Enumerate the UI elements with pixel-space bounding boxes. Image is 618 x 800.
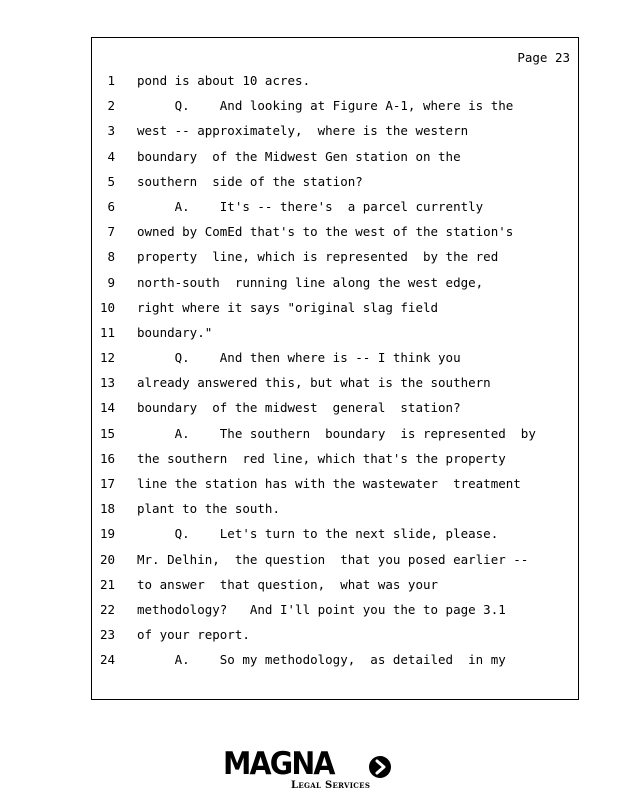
line-number: 5 (107, 173, 115, 189)
transcript-line (92, 652, 578, 677)
transcript-lines (92, 73, 578, 678)
line-text: of your report. (137, 627, 250, 643)
transcript-line (92, 325, 578, 350)
line-text: pond is about 10 acres. (137, 73, 311, 88)
line-text: plant to the south. (137, 501, 280, 517)
line-number: 10 (99, 299, 115, 315)
line-text: north-south running line along the west edge, (137, 274, 484, 290)
line-number: 20 (99, 551, 115, 567)
line-number: 9 (107, 274, 115, 290)
logo-wordmark: MAGNA (223, 746, 334, 782)
transcript-line (92, 199, 578, 224)
transcript-line (92, 577, 578, 602)
transcript-line (92, 451, 578, 476)
line-number: 14 (99, 400, 115, 416)
transcript-line (92, 149, 578, 174)
line-number: 17 (99, 476, 115, 491)
line-number: 22 (99, 601, 115, 617)
line-number: 8 (107, 249, 115, 265)
transcript-line (92, 400, 578, 425)
transcript-line (92, 526, 578, 551)
transcript-line (92, 123, 578, 148)
page-number: Page 23 (517, 50, 570, 65)
line-number: 23 (99, 627, 115, 643)
transcript-line (92, 73, 578, 98)
line-text: west -- approximately, where is the western (137, 123, 469, 139)
magna-logo (223, 746, 398, 792)
line-text: right where it says "original slag field (137, 299, 439, 315)
line-number: 13 (99, 375, 115, 391)
transcript-line (92, 98, 578, 123)
line-number: 11 (99, 324, 115, 340)
line-number: 2 (107, 98, 115, 114)
line-number: 1 (107, 73, 115, 88)
transcript-page-frame (91, 37, 579, 700)
line-number: 12 (99, 350, 115, 366)
line-text: line the station has with the wastewater treatment (137, 476, 521, 491)
line-number: 15 (99, 425, 115, 441)
transcript-line (92, 224, 578, 249)
line-text: A. It's -- there's a parcel currently (137, 198, 484, 214)
line-text: boundary." (137, 324, 213, 340)
transcript-line (92, 275, 578, 300)
line-number: 21 (99, 576, 115, 592)
transcript-line (92, 375, 578, 400)
line-text: Q. And looking at Figure A-1, where is the (137, 98, 514, 114)
logo-subtitle: Legal Services (291, 780, 371, 791)
line-text: the southern red line, which that's the property (137, 450, 506, 466)
transcript-line (92, 350, 578, 375)
transcript-line (92, 300, 578, 325)
chevron-right-icon (369, 756, 391, 778)
line-text: A. The southern boundary is represented by (137, 425, 536, 441)
line-number: 3 (107, 123, 115, 139)
line-text: southern side of the station? (137, 173, 363, 189)
transcript-line (92, 249, 578, 274)
line-text: A. So my methodology, as detailed in my (137, 652, 506, 668)
line-text: Q. Let's turn to the next slide, please. (137, 526, 499, 542)
line-text: boundary of the midwest general station? (137, 400, 461, 416)
line-text: to answer that question, what was your (137, 576, 439, 592)
line-text: methodology? And I'll point you the to page 3.1 (137, 601, 506, 617)
line-number: 19 (99, 526, 115, 542)
line-text: already answered this, but what is the southern (137, 375, 491, 391)
transcript-line (92, 501, 578, 526)
line-text: owned by ComEd that's to the west of the station's (137, 224, 514, 240)
line-text: property line, which is represented by the red (137, 249, 499, 265)
transcript-line (92, 602, 578, 627)
line-number: 6 (107, 198, 115, 214)
line-text: Mr. Delhin, the question that you posed earlier -- (137, 551, 529, 567)
transcript-line (92, 174, 578, 199)
line-number: 7 (107, 224, 115, 240)
transcript-line (92, 552, 578, 577)
line-number: 24 (99, 652, 115, 668)
line-text: boundary of the Midwest Gen station on the (137, 148, 461, 164)
line-text: Q. And then where is -- I think you (137, 350, 461, 366)
transcript-line (92, 426, 578, 451)
transcript-line (92, 476, 578, 501)
line-number: 18 (99, 501, 115, 517)
line-number: 4 (107, 148, 115, 164)
transcript-line (92, 627, 578, 652)
line-number: 16 (99, 450, 115, 466)
